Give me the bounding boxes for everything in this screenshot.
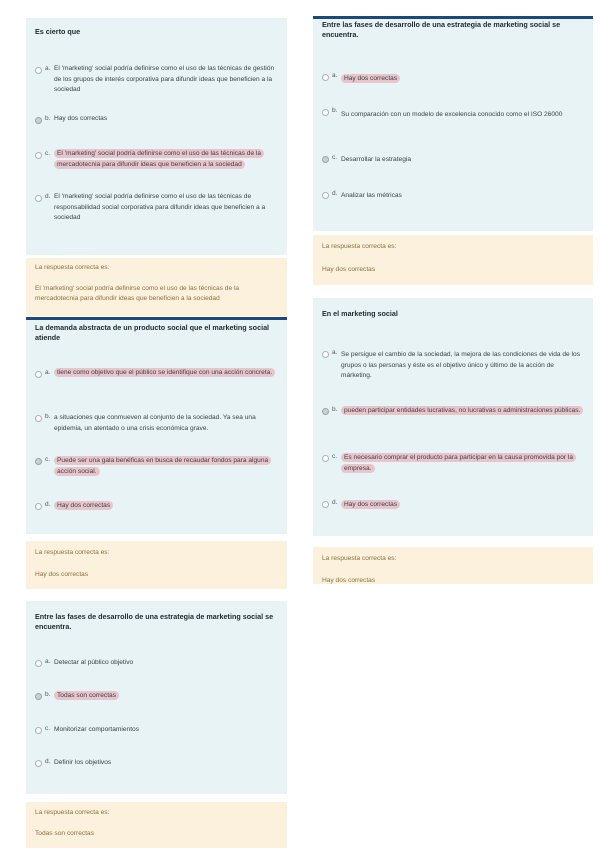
- option-letter: c.: [332, 453, 338, 460]
- radio-button[interactable]: [35, 195, 42, 202]
- feedback-answer: Hay dos correctas: [35, 571, 89, 578]
- option-letter: a.: [332, 349, 338, 356]
- option-d[interactable]: [35, 759, 279, 771]
- feedback-answer: El 'marketing' social podría definirse como el uso de las técnicas de la mercadotecnia para difundir ideas que beneficien a la sociedad: [35, 285, 240, 302]
- answer-highlight: El 'marketing' social podría definirse como el uso de las técnicas de la mercadotecnia para difundir ideas que beneficien a la sociedad: [54, 149, 264, 169]
- feedback-label: La respuesta correcta es:: [35, 264, 110, 271]
- radio-button[interactable]: [322, 109, 329, 116]
- answer-highlight: Puede ser una gala benéficas en busca de recaudar fondos para alguna acción social.: [54, 456, 271, 476]
- option-text-wrapper: [54, 501, 279, 512]
- option-text-wrapper: [54, 149, 279, 170]
- option-letter: d.: [45, 193, 51, 200]
- option-letter: b.: [45, 413, 51, 420]
- option-text-wrapper: [54, 456, 279, 477]
- option-letter: a.: [332, 72, 338, 79]
- radio-button[interactable]: [35, 117, 42, 124]
- radio-button[interactable]: [35, 660, 42, 667]
- answer-highlight: Todas son correctas: [54, 691, 119, 700]
- radio-button[interactable]: [35, 727, 42, 734]
- option-letter: c.: [45, 725, 51, 732]
- option-c[interactable]: [35, 151, 279, 173]
- option-c[interactable]: [35, 726, 279, 738]
- option-c[interactable]: [35, 457, 279, 479]
- question-title: La demanda abstracta de un producto social que el marketing social atiende: [35, 323, 270, 342]
- question-card-4: [313, 16, 593, 231]
- option-b[interactable]: [35, 692, 279, 704]
- feedback-box-1: [26, 258, 287, 316]
- option-a[interactable]: [35, 370, 279, 392]
- radio-button[interactable]: [35, 415, 42, 422]
- option-text-wrapper: [54, 691, 279, 702]
- radio-button[interactable]: [322, 74, 329, 81]
- option-letter: c.: [45, 150, 51, 157]
- answer-highlight: Hay dos correctas: [54, 501, 113, 510]
- radio-button[interactable]: [322, 455, 329, 462]
- option-text: Analizar las métricas: [341, 192, 402, 199]
- option-text: Monitorizar comportamientos: [54, 726, 140, 733]
- radio-button[interactable]: [35, 152, 42, 159]
- radio-button[interactable]: [322, 156, 329, 163]
- option-a[interactable]: [35, 66, 279, 98]
- radio-button[interactable]: [322, 501, 329, 508]
- option-text: Desarrollar la estrategia: [341, 156, 411, 163]
- option-text: Su comparación con un modelo de excelencia conocido como el ISO 26000: [341, 111, 563, 118]
- radio-button[interactable]: [35, 371, 42, 378]
- feedback-answer: Todas son correctas: [35, 830, 95, 837]
- option-b[interactable]: [322, 407, 585, 429]
- option-letter: d.: [332, 190, 338, 197]
- option-a[interactable]: [35, 659, 279, 671]
- question-card-3: [26, 601, 287, 794]
- question-title: Es cierto que: [35, 27, 81, 36]
- radio-button[interactable]: [322, 192, 329, 199]
- feedback-answer: Hay dos correctas: [322, 577, 376, 584]
- radio-button[interactable]: [35, 760, 42, 767]
- option-b[interactable]: [35, 116, 279, 128]
- option-d[interactable]: [322, 191, 585, 203]
- option-text: a situaciones que conmueven al conjunto de la sociedad. Ya sea una epidemia, un atentado o una crisis económica grave.: [54, 414, 256, 432]
- radio-button[interactable]: [322, 351, 329, 358]
- radio-button[interactable]: [322, 408, 329, 415]
- feedback-label: La respuesta correcta es:: [322, 555, 397, 562]
- option-letter: d.: [45, 758, 51, 765]
- answer-highlight: tiene como objetivo que el público se identifique con una acción concreta.: [54, 368, 275, 377]
- option-letter: a.: [45, 658, 51, 665]
- radio-button[interactable]: [35, 693, 42, 700]
- feedback-answer: Hay dos correctas: [322, 266, 376, 273]
- feedback-label: La respuesta correcta es:: [35, 809, 110, 816]
- radio-button[interactable]: [35, 67, 42, 74]
- question-card-1: [26, 18, 287, 255]
- option-text: El 'marketing' social podría definirse como el uso de las técnicas de responsabilidad social corporativa para difundir ideas que beneficien a a sociedad: [54, 193, 266, 221]
- option-text: Se persigue el cambio de la sociedad, la mejora de las condiciones de vida de los grupos o las personas y éste es el objetivo único y último de la acción de márketing.: [341, 351, 580, 379]
- option-letter: d.: [45, 501, 51, 508]
- option-text: Detectar al público objetivo: [54, 659, 134, 666]
- option-text: Definir los objetivos: [54, 759, 112, 766]
- option-letter: d.: [332, 499, 338, 506]
- option-d[interactable]: [322, 500, 585, 512]
- question-card-5: [313, 298, 593, 536]
- feedback-label: La respuesta correcta es:: [35, 549, 110, 556]
- option-letter: a.: [45, 369, 51, 376]
- question-card-2: [26, 317, 287, 534]
- option-d[interactable]: [35, 502, 279, 514]
- option-d[interactable]: [35, 194, 279, 226]
- radio-button[interactable]: [35, 458, 42, 465]
- option-text: Hay dos correctas: [54, 115, 108, 122]
- option-a[interactable]: [322, 73, 585, 85]
- option-letter: c.: [45, 456, 51, 463]
- answer-highlight: pueden participar entidades lucrativas, no lucrativas o administraciones públicas.: [341, 406, 583, 415]
- option-c[interactable]: [322, 454, 585, 476]
- option-b[interactable]: [322, 108, 585, 130]
- option-a[interactable]: [322, 350, 585, 382]
- option-text: El 'marketing' social podría definirse como el uso de las técnicas de gestión de los grupos de interés corporativa para difundir ideas que beneficien a la sociedad: [54, 65, 275, 93]
- question-title: Entre las fases de desarrollo de una estrategia de marketing social se encuentra.: [322, 20, 561, 39]
- option-text-wrapper: [341, 500, 585, 511]
- question-title: Entre las fases de desarrollo de una estrategia de marketing social se encuentra.: [35, 612, 274, 631]
- option-text-wrapper: [341, 406, 585, 417]
- feedback-box-2: [26, 541, 287, 589]
- option-text-wrapper: [341, 74, 585, 85]
- option-b[interactable]: [35, 414, 279, 436]
- feedback-box-4: [313, 235, 593, 285]
- option-letter: a.: [45, 65, 51, 72]
- answer-highlight: Es necesario comprar el producto para participar en la causa promovida por la empresa.: [341, 453, 576, 473]
- option-text-wrapper: [341, 453, 585, 474]
- option-letter: b.: [332, 107, 338, 114]
- question-title: En el marketing social: [322, 309, 398, 318]
- option-letter: b.: [332, 406, 338, 413]
- answer-highlight: Hay dos correctas: [341, 500, 400, 509]
- feedback-box-5: [313, 547, 593, 584]
- feedback-label: La respuesta correcta es:: [322, 243, 397, 250]
- option-letter: b.: [45, 691, 51, 698]
- feedback-box-3: [26, 802, 287, 848]
- option-text-wrapper: [54, 368, 279, 379]
- answer-highlight: Hay dos correctas: [341, 74, 400, 83]
- option-c[interactable]: [322, 155, 585, 167]
- radio-button[interactable]: [35, 503, 42, 510]
- option-letter: c.: [332, 154, 338, 161]
- option-letter: b.: [45, 115, 51, 122]
